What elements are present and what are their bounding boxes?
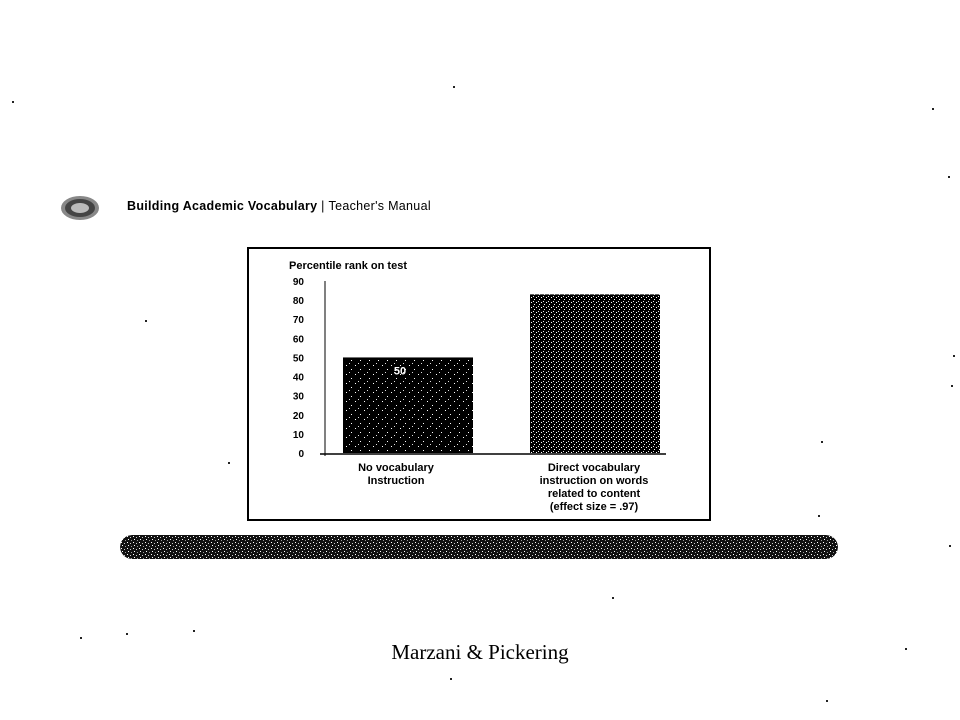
y-tick-label: 50: [292, 353, 304, 365]
logo-icon: [60, 195, 100, 221]
x-category-label: related to content: [547, 488, 641, 500]
scan-speck: [228, 462, 230, 464]
scan-speck: [948, 176, 950, 178]
caption-band: [120, 535, 838, 559]
scan-speck: [826, 700, 828, 702]
scan-speck: [193, 630, 195, 632]
x-category-label: No vocabulary: [358, 462, 434, 474]
scan-speck: [953, 355, 955, 357]
y-tick-label: 70: [292, 315, 304, 327]
y-tick-label: 80: [292, 296, 304, 308]
scan-speck: [949, 545, 951, 547]
scan-speck: [450, 678, 452, 680]
bar-value-label: 50: [393, 365, 407, 378]
scan-speck: [126, 633, 128, 635]
bar-chart: [246, 246, 712, 522]
scan-speck: [951, 385, 953, 387]
scan-speck: [12, 101, 14, 103]
bar-texture: [343, 357, 473, 453]
x-category-label: Direct vocabulary: [547, 462, 641, 474]
scan-speck: [905, 648, 907, 650]
scan-speck: [453, 86, 455, 88]
y-tick-label: 60: [292, 334, 304, 346]
x-category-label: instruction on words: [539, 475, 649, 487]
scan-speck: [80, 637, 82, 639]
scan-speck: [145, 320, 147, 322]
y-tick-label: 0: [298, 449, 304, 460]
x-category-label: (effect size = .97): [549, 501, 639, 513]
y-tick-label: 30: [292, 391, 304, 403]
page-header: [127, 199, 431, 213]
header-separator: |: [321, 199, 325, 213]
y-axis-label: Percentile rank on test: [289, 260, 407, 272]
y-tick-label: 10: [292, 429, 304, 441]
footer-credit: Marzani & Pickering: [391, 640, 569, 664]
scan-speck: [821, 441, 823, 443]
y-tick-label: 90: [292, 277, 304, 288]
bar-texture: [530, 294, 660, 453]
scan-speck: [932, 108, 934, 110]
y-tick-label: 40: [292, 372, 304, 384]
bar-chart-svg: [246, 246, 712, 522]
manual-subtitle: Teacher's Manual: [328, 199, 431, 213]
scan-speck: [818, 515, 820, 517]
scan-speck: [612, 597, 614, 599]
book-title: Building Academic Vocabulary: [127, 199, 318, 213]
x-category-label: Instruction: [367, 475, 425, 487]
y-tick-label: 20: [292, 410, 304, 422]
